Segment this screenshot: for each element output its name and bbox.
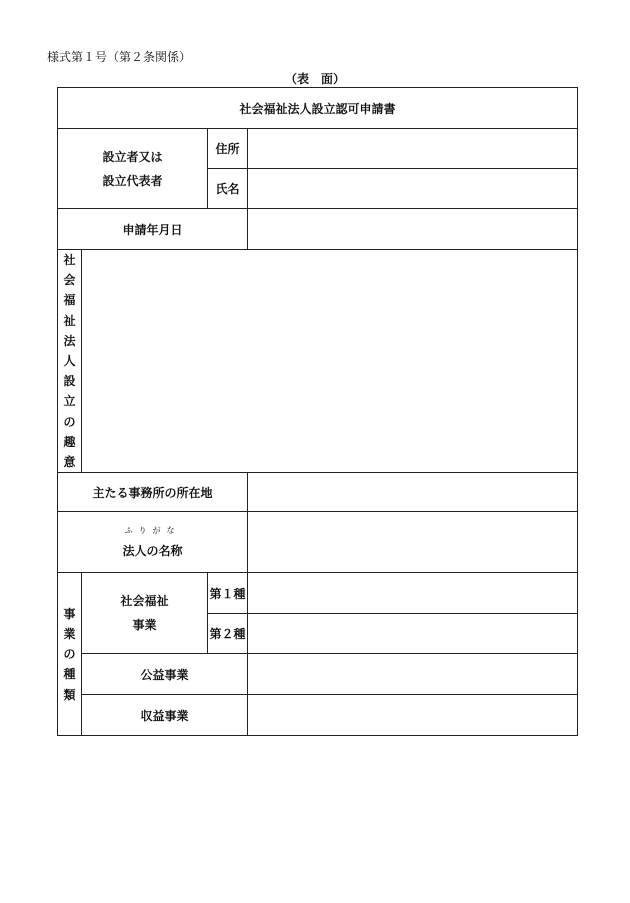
business-label-char: 業 (63, 626, 76, 641)
public-interest-business-label: 公益事業 (82, 654, 248, 695)
purpose-label-char: 祉 (63, 313, 76, 328)
address-label: 住所 (208, 129, 248, 169)
founder-label-line1: 設立者又は (102, 149, 163, 164)
purpose-label-char: 人 (63, 354, 76, 369)
purpose-label-char: 設 (63, 374, 76, 389)
business-type-label (58, 573, 82, 736)
office-location-label: 主たる事務所の所在地 (58, 473, 248, 512)
business-label-char: 事 (63, 606, 76, 621)
purpose-label-char: 立 (63, 394, 76, 409)
corp-name-label: 法人の名称 (122, 544, 183, 559)
purpose-field[interactable] (82, 250, 578, 473)
type1-field[interactable] (248, 573, 578, 614)
purpose-label (58, 250, 82, 473)
profit-business-field[interactable] (248, 695, 578, 736)
corp-name-furigana: ふりがな (124, 526, 181, 536)
form-number: 様式第１号（第２条関係） (47, 50, 192, 64)
social-welfare-line1: 社会福祉 (120, 594, 169, 609)
social-welfare-line2: 事業 (132, 618, 157, 633)
side-label: （表 面） (284, 72, 345, 86)
public-interest-business-field[interactable] (248, 654, 578, 695)
application-date-label: 申請年月日 (58, 209, 248, 250)
form-title: 社会福祉法人設立認可申請書 (58, 88, 578, 129)
purpose-label-char: 趣 (63, 434, 76, 449)
purpose-label-char: 福 (63, 293, 76, 308)
application-date-field[interactable] (248, 209, 578, 250)
application-form-table (57, 87, 578, 736)
business-label-char: 種 (63, 667, 76, 682)
founder-label (58, 129, 208, 209)
name-field[interactable] (248, 169, 578, 209)
purpose-label-char: 意 (63, 455, 76, 470)
purpose-label-char: の (63, 414, 76, 429)
name-label: 氏名 (208, 169, 248, 209)
office-location-field[interactable] (248, 473, 578, 512)
profit-business-label: 収益事業 (82, 695, 248, 736)
address-field[interactable] (248, 129, 578, 169)
type2-label: 第２種 (208, 614, 248, 654)
founder-label-line2: 設立代表者 (102, 173, 163, 188)
social-welfare-business-label (82, 573, 208, 654)
purpose-label-char: 会 (63, 273, 76, 288)
business-label-char: の (63, 647, 76, 662)
business-label-char: 類 (63, 687, 76, 702)
corp-name-field[interactable] (248, 512, 578, 573)
purpose-label-char: 法 (63, 333, 76, 348)
purpose-label-char: 社 (63, 253, 76, 267)
corp-name-label-cell (58, 512, 248, 573)
type1-label: 第１種 (208, 573, 248, 614)
type2-field[interactable] (248, 614, 578, 654)
